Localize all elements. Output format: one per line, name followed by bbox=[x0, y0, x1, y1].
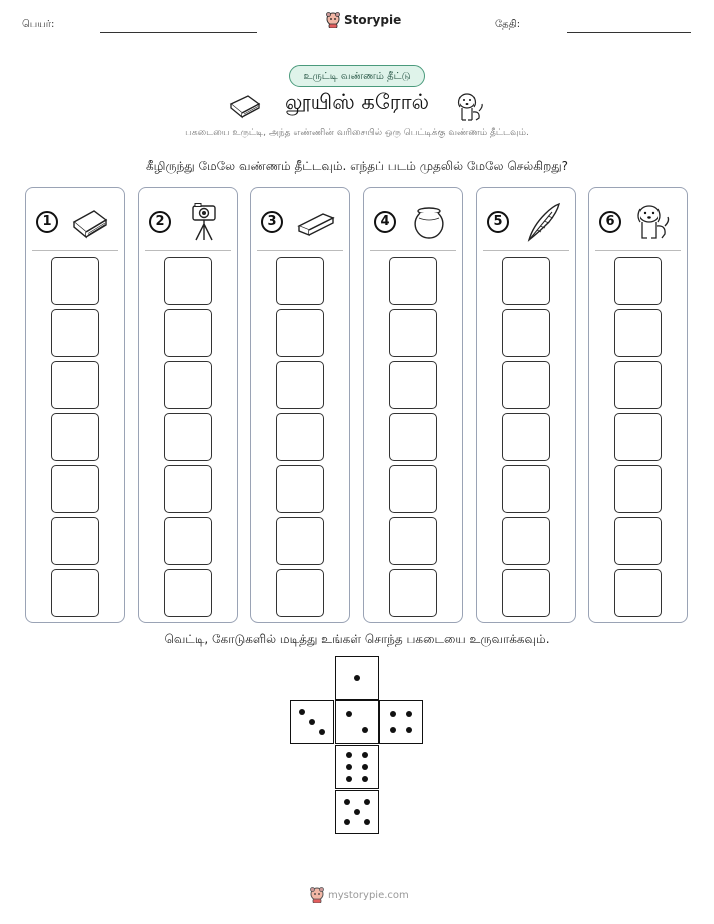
brand-logo bbox=[326, 12, 401, 28]
pip bbox=[390, 727, 396, 733]
color-box[interactable] bbox=[502, 569, 550, 617]
pip bbox=[406, 727, 412, 733]
color-box[interactable] bbox=[389, 309, 437, 357]
color-box[interactable] bbox=[276, 257, 324, 305]
color-box[interactable] bbox=[276, 309, 324, 357]
color-box[interactable] bbox=[502, 257, 550, 305]
die-face-2 bbox=[335, 700, 379, 744]
pip bbox=[354, 675, 360, 681]
color-box[interactable] bbox=[51, 361, 99, 409]
color-box[interactable] bbox=[389, 413, 437, 461]
pip bbox=[362, 776, 368, 782]
color-box[interactable] bbox=[614, 257, 662, 305]
color-box[interactable] bbox=[276, 361, 324, 409]
page-title: லூயிஸ் கரோல் bbox=[284, 90, 430, 114]
column-divider bbox=[145, 250, 231, 251]
column-number: 1 bbox=[36, 211, 58, 233]
activity-tag: உருட்டி வண்ணம் தீட்டு bbox=[289, 65, 425, 87]
pip bbox=[319, 729, 325, 735]
pip bbox=[362, 764, 368, 770]
column-6 bbox=[588, 187, 688, 623]
color-box[interactable] bbox=[51, 569, 99, 617]
column-divider bbox=[32, 250, 118, 251]
color-box[interactable] bbox=[502, 413, 550, 461]
color-box[interactable] bbox=[276, 569, 324, 617]
column-divider bbox=[483, 250, 569, 251]
column-divider bbox=[257, 250, 343, 251]
brand-name: Storypie bbox=[344, 13, 402, 27]
color-box[interactable] bbox=[51, 413, 99, 461]
color-box[interactable] bbox=[389, 465, 437, 513]
puppy-icon bbox=[455, 91, 485, 123]
color-box[interactable] bbox=[389, 257, 437, 305]
color-box[interactable] bbox=[614, 517, 662, 565]
die-face-6 bbox=[335, 745, 379, 789]
pot-icon bbox=[406, 202, 450, 242]
die-face-1 bbox=[335, 656, 379, 700]
color-box[interactable] bbox=[502, 517, 550, 565]
footer-url[interactable]: mystorypie.com bbox=[328, 889, 409, 901]
pip bbox=[362, 752, 368, 758]
color-box[interactable] bbox=[389, 361, 437, 409]
color-box[interactable] bbox=[164, 309, 212, 357]
color-box[interactable] bbox=[164, 361, 212, 409]
pip bbox=[344, 799, 350, 805]
instruction: கீழிருந்து மேலே வண்ணம் தீட்டவும். எந்தப் படம் முதலில் மேலே செல்கிறது? bbox=[145, 159, 569, 173]
book-icon bbox=[68, 202, 112, 242]
pip bbox=[299, 709, 305, 715]
pip bbox=[364, 799, 370, 805]
date-label: தேதி: bbox=[495, 19, 521, 30]
pip bbox=[406, 711, 412, 717]
column-3 bbox=[250, 187, 350, 623]
eraser-icon bbox=[293, 202, 337, 242]
column-number: 5 bbox=[487, 211, 509, 233]
die-face-4 bbox=[379, 700, 423, 744]
storypie-mascot-icon bbox=[310, 887, 324, 903]
pip bbox=[354, 809, 360, 815]
storypie-mascot-icon bbox=[326, 12, 340, 28]
name-label: பெயர்: bbox=[22, 19, 55, 30]
die-face-5 bbox=[335, 790, 379, 834]
pip bbox=[362, 727, 368, 733]
column-1 bbox=[25, 187, 125, 623]
quill-feather-icon bbox=[519, 202, 563, 242]
color-box[interactable] bbox=[164, 517, 212, 565]
color-box[interactable] bbox=[51, 257, 99, 305]
color-box[interactable] bbox=[614, 413, 662, 461]
color-box[interactable] bbox=[51, 517, 99, 565]
color-box[interactable] bbox=[614, 569, 662, 617]
color-box[interactable] bbox=[276, 465, 324, 513]
pip bbox=[346, 776, 352, 782]
color-box[interactable] bbox=[51, 465, 99, 513]
camera-on-tripod-icon bbox=[181, 202, 225, 242]
color-box[interactable] bbox=[164, 413, 212, 461]
pip bbox=[346, 764, 352, 770]
color-box[interactable] bbox=[502, 465, 550, 513]
pip bbox=[364, 819, 370, 825]
column-number: 6 bbox=[599, 211, 621, 233]
color-box[interactable] bbox=[502, 309, 550, 357]
die-face-3 bbox=[290, 700, 334, 744]
date-line[interactable] bbox=[567, 32, 691, 33]
color-box[interactable] bbox=[276, 413, 324, 461]
color-box[interactable] bbox=[389, 517, 437, 565]
color-box[interactable] bbox=[164, 569, 212, 617]
dice-net bbox=[290, 656, 426, 836]
column-4 bbox=[363, 187, 463, 623]
color-box[interactable] bbox=[614, 465, 662, 513]
pip bbox=[390, 711, 396, 717]
color-box[interactable] bbox=[164, 465, 212, 513]
footer bbox=[310, 887, 409, 903]
column-2 bbox=[138, 187, 238, 623]
pip bbox=[344, 819, 350, 825]
column-5 bbox=[476, 187, 576, 623]
pip bbox=[309, 719, 315, 725]
column-divider bbox=[595, 250, 681, 251]
color-box[interactable] bbox=[164, 257, 212, 305]
color-box[interactable] bbox=[614, 309, 662, 357]
puppy-icon bbox=[631, 202, 675, 242]
pip bbox=[346, 711, 352, 717]
name-line[interactable] bbox=[100, 32, 257, 33]
column-number: 2 bbox=[149, 211, 171, 233]
subtitle: பகடையை உருட்டி, அந்த எண்ணின் வரிசையில் ஒரு பெட்டிக்கு வண்ணம் தீட்டவும். bbox=[185, 128, 529, 138]
color-box[interactable] bbox=[276, 517, 324, 565]
color-box[interactable] bbox=[614, 361, 662, 409]
color-box[interactable] bbox=[502, 361, 550, 409]
color-box[interactable] bbox=[51, 309, 99, 357]
dice-instruction: வெட்டி, கோடுகளில் மடித்து உங்கள் சொந்த பகடையை உருவாக்கவும். bbox=[164, 632, 550, 646]
pip bbox=[346, 752, 352, 758]
column-number: 3 bbox=[261, 211, 283, 233]
color-box[interactable] bbox=[389, 569, 437, 617]
column-divider bbox=[370, 250, 456, 251]
column-number: 4 bbox=[374, 211, 396, 233]
